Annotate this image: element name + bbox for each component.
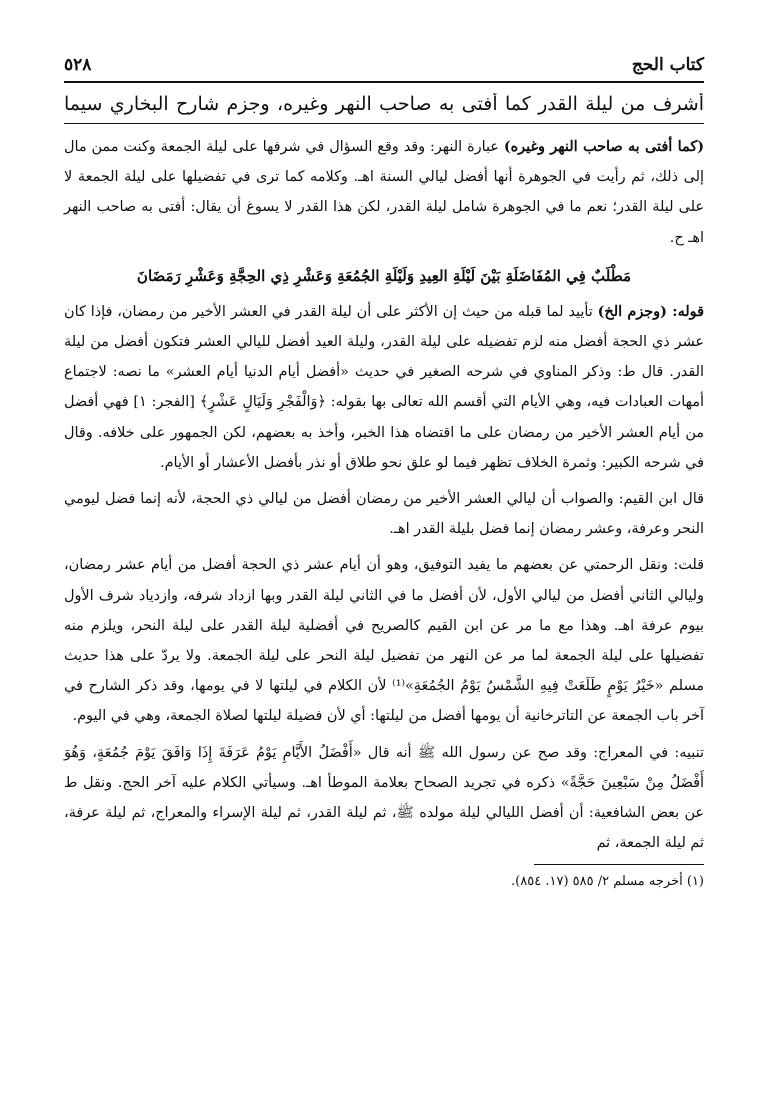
main-text: أشرف من ليلة القدر كما أفتى به صاحب النهر وغيره، وجزم شارح البخاري سيما [64,93,704,115]
commentary-para-4 [64,550,704,731]
footnote: (١) أخرجه مسلم ٢/ ٥٨٥ (١٧. ٨٥٤). [511,874,704,890]
para1-lead: (كما أفتى به صاحب النهر وغيره) [503,138,705,155]
footnote-rule [534,864,704,865]
para2-text: تأييد لما قبله من حيث إن الأكثر على أن ليلة القدر في العشر الأخير من رمضان، فإذا كان عشر ذي الحجة أفضل منه لزم تفضيله على ليلة القدر، وليلة العيد أفضل لليالي العشر فتكون أفضل من ليلة القدر. قال ط: وذكر المناوي في شرحه الصغير في حديث «أفضل أيام الدنيا أيام العشر» ما نصه: لاجتماع أمهات العبادات فيه، وهي الأيام التي أقسم الله تعالى بها بقوله: ﴿وَالْفَجْرِ وَلَيَالٍ عَشْرٍ﴾ [الفجر: ١] فهي أفضل من أيام العشر الأخير من رمضان على ما اقتضاه هذا الخبر، وأخذ به بعضهم، لكن الجمهور على خلافه. وقال في شرحه الكبير: وثمرة الخلاف تظهر فيما لو علق نحو طلاق أو نذر بأفضل الأعشار أو الأيام. [64,303,704,471]
para4-text: قلت: ونقل الرحمتي عن بعضهم ما يفيد التوفيق، وهو أن أيام عشر ذي الحجة أفضل من أيام عشر رمضان، وليالي الثاني أفضل من ليالي الأول، لأن أفضل ما في الثاني ليلة القدر وبها ازداد شرفه، وازدياد شرف الأول بيوم عرفة اهـ. وهذا مع ما مر عن ابن القيم كالصريح في أفضلية ليلة القدر على ليلة النحر، ويلزم منه تفضيلها على ليلة الجمعة لما مر عن النهر من تفضيل ليلة النحر على ليلة الجمعة. ولا يردّ على هذا حديث مسلم «خَيْرُ يَوْمٍ طَلَعَتْ فِيهِ الشَّمْسُ يَوْمُ الجُمُعَةِ»⁽¹⁾ لأن الكلام في ليلتها لا في يومها، وقد ذكر الشارح في آخر باب الجمعة عن التاترخانية أن يومها أفضل من ليلتها: أي لأن فضيلة ليلتها لصلاة الجمعة، وهي في اليوم. [64,557,705,725]
para2-lead: قوله: (وجزم الخ) [597,302,704,320]
book-title: كتاب الحج [631,55,704,75]
page-header [64,55,704,81]
page [64,55,704,895]
section-heading: مَطْلَبٌ فِي المُفَاضَلَةِ بَيْنَ لَيْلَةِ العِيدِ وَلَيْلَةِ الجُمُعَةِ وَعَشْرِ ذِي الحِجَّةِ وَعَشْرِ رَمَضَانَ [136,266,632,285]
commentary-para-2 [64,297,704,478]
commentary-para-5 [64,738,704,859]
commentary-para-3 [64,484,704,544]
para3-text: قال ابن القيم: والصواب أن ليالي العشر الأخير من رمضان أفضل من ليالي ذي الحجة، لأنه إنما فضل ليومي النحر وعرفة، وعشر رمضان إنما فضل بليلة القدر اهـ. [64,491,704,538]
para1-text: عبارة النهر: وقد وقع السؤال في شرفها على ليلة الجمعة وكنت ممن مال إلى ذلك، ثم رأيت في الجوهرة أنها أفضل ليالي السنة اهـ. وكلامه كما ترى في تفضيلها على ليلة الجمعة لا على ليلة القدر؛ نعم ما في الجوهرة شامل ليلة القدر، لكن هذا القدر لا يسوغ أن يقال: أفتى به صاحب النهر اهـ ح. [64,139,704,246]
main-separator [64,123,704,124]
para5-text: تنبيه: في المعراج: وقد صح عن رسول الله ﷺ أنه قال «أَفْضَلُ الأَيَّامِ يَوْمُ عَرَفَةَ إِذَا وَافَقَ يَوْمَ جُمُعَةٍ، وَهُوَ أَفْضَلُ مِنْ سَبْعِينَ حَجَّةً» ذكره في تجريد الصحاح بعلامة الموطأ اهـ. وسيأتي الكلام عليه آخر الحج. ونقل ط عن بعض الشافعية: أن أفضل الليالي ليلة مولده ﷺ، ثم ليلة القدر، ثم ليلة الإسراء والمعراج، ثم ليلة عرفة، ثم ليلة الجمعة، ثم [64,744,704,852]
page-number: ٥٢٨ [64,55,92,75]
header-rule [64,81,704,83]
commentary-para-1 [64,132,704,253]
